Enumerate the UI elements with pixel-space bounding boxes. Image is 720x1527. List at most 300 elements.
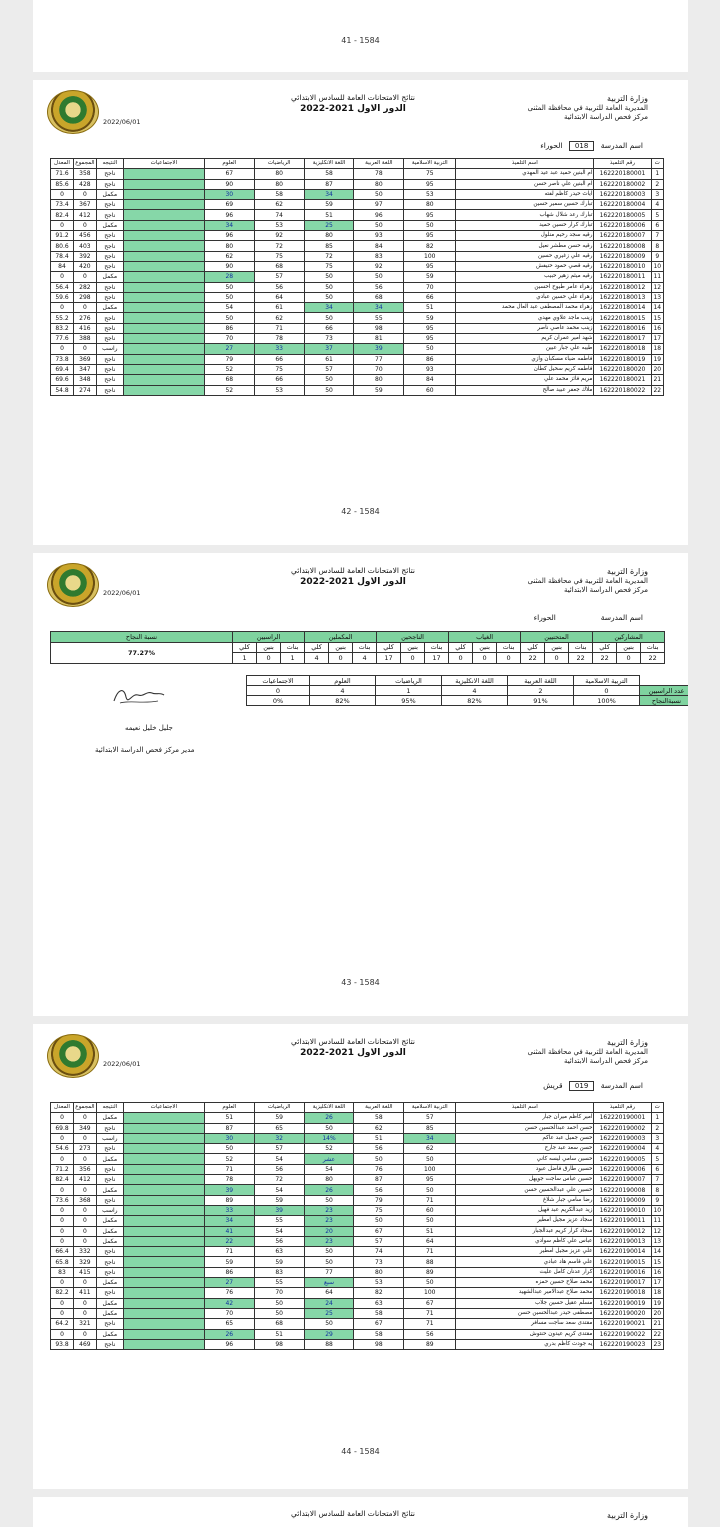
table-cell: 59 [254,1257,304,1267]
table-cell: 50 [204,282,254,292]
summary-group-header: الناجحين [377,632,449,643]
ministry-name: وزارة التربية [607,567,648,576]
table-cell: 51 [304,210,354,220]
table-cell: 71.2 [51,1164,74,1174]
table-cell: 26 [204,1329,254,1339]
table-cell: 83 [254,1267,304,1277]
table-cell: 162220180005 [594,210,651,220]
table-cell: 19 [651,1298,663,1308]
table-cell: تبارك رعد شلال شهاب [456,210,594,220]
school-label: اسم المدرسة [600,1081,643,1090]
table-cell: 456 [73,231,96,241]
table-cell: 73.4 [51,200,74,210]
table-cell: 51 [354,1133,404,1143]
table-cell: 11 [651,272,663,282]
ministry-logo-icon [47,90,99,134]
table-cell: 62 [404,1144,456,1154]
table-cell: 72 [254,241,304,251]
table-cell: 33 [254,344,304,354]
table-cell: 162220180002 [594,179,651,189]
table-cell [123,261,204,271]
table-cell: 65 [204,1319,254,1329]
table-cell: 0 [51,1308,74,1318]
table-cell: 41 [204,1226,254,1236]
table-cell: 74 [354,1247,404,1257]
page-number: 42 - 1584 [341,507,380,516]
page-44 [33,1024,688,1489]
ministry-name: وزارة التربية [607,94,648,103]
table-cell: 367 [73,200,96,210]
column-header: ت [651,159,663,169]
table-cell: 95 [404,323,456,333]
table-cell: 96 [204,1339,254,1349]
school-line [534,613,643,622]
report-date: 2022/06/01 [103,1060,141,1068]
table-cell: 51 [404,303,456,313]
summary-sub-header: كلي [377,642,401,653]
table-cell: ام البنين علي ناصر حسن [456,179,594,189]
table-cell: امير كاظم ميران جبار [456,1113,594,1123]
page-45 [33,1497,688,1527]
table-cell: 162220180004 [594,200,651,210]
table-cell: 162220190020 [594,1308,651,1318]
table-cell: 162220190016 [594,1267,651,1277]
table-cell: 30 [204,1133,254,1143]
table-row [51,231,664,241]
table-cell: 51 [204,1113,254,1123]
table-cell: 54 [254,1226,304,1236]
table-row [51,292,664,302]
table-cell: زهراء عامر طيوح احسين [456,282,594,292]
table-cell: 71 [254,323,304,333]
table-cell: 18 [651,1288,663,1298]
table-cell: حسين علي عبدالحسين حسن [456,1185,594,1195]
table-cell: 62 [254,200,304,210]
table-cell: 92 [254,231,304,241]
directorate-name: المديرية العامة للتربية في محافظة المثنى [527,104,648,112]
table-cell: تبارك حسين سمير حسين [456,200,594,210]
table-cell: 0 [51,1216,74,1226]
table-cell: 50 [354,1216,404,1226]
page-42 [33,80,688,545]
table-cell: 64 [404,1236,456,1246]
table-row [51,385,664,395]
table-cell: 53 [354,1278,404,1288]
table-cell: 52 [204,1154,254,1164]
table-cell: 80 [254,179,304,189]
table-cell: 356 [73,1164,96,1174]
table-cell: ناجح [96,1247,123,1257]
table-cell [123,1216,204,1226]
table-row [51,169,664,179]
subject-header: الاجتماعيات [247,676,310,686]
pass-rate-label: نسبةالنجاح [640,696,689,706]
table-cell [123,1298,204,1308]
table-cell: 95 [404,231,456,241]
table-cell: 412 [73,1175,96,1185]
summary-value: 17 [377,653,401,664]
table-cell: 54 [254,1154,304,1164]
subject-header: اللغة العربية [508,676,574,686]
table-cell: 22 [651,1329,663,1339]
table-cell: 97 [354,200,404,210]
table-cell [123,251,204,261]
table-cell: 0 [51,220,74,230]
table-cell [123,1339,204,1349]
table-cell: 23 [304,1205,354,1215]
table-cell: 11 [651,1216,663,1226]
table-cell: رقيه علي زغيري حسين [456,251,594,261]
table-cell: مقتدى سعد ساجت مسافر [456,1319,594,1329]
table-cell: فاطمه ضياء مسكبان وازي [456,354,594,364]
school-line [540,141,643,151]
summary-value: 0 [473,653,497,664]
table-cell: 50 [304,1195,354,1205]
table-cell: 56 [254,1164,304,1174]
table-cell: 78.4 [51,251,74,261]
report-title: نتائج الامتحانات العامة للسادس الابتدائي [291,1509,415,1518]
table-cell: 162220180001 [594,169,651,179]
table-cell: 93 [404,364,456,374]
table-cell: 68 [254,1319,304,1329]
table-cell: 84 [51,261,74,271]
table-cell: 59 [254,1195,304,1205]
table-cell: 52 [204,385,254,395]
table-cell [123,210,204,220]
table-cell: 75 [304,261,354,271]
summary-group-header: المشاركين [593,632,665,643]
table-cell: ناجح [96,1164,123,1174]
table-cell: 0 [73,1308,96,1318]
table-cell: 26 [304,1185,354,1195]
table-cell: 56 [354,1144,404,1154]
table-cell: حسين سامي ليسه كاني [456,1154,594,1164]
table-cell: 14 [651,1247,663,1257]
table-cell: 348 [73,375,96,385]
table-cell: 59 [204,1257,254,1267]
table-row [51,272,664,282]
table-cell [123,303,204,313]
table-cell: 62 [204,251,254,261]
table-cell [123,1164,204,1174]
table-cell: 162220190022 [594,1329,651,1339]
table-cell: 0 [73,272,96,282]
fail-count: 4 [442,686,508,696]
table-cell: 0 [73,1236,96,1246]
table-row [51,241,664,251]
table-row [51,282,664,292]
page-41 [33,0,688,72]
summary-value: 0 [329,653,353,664]
table-cell: مكمل [96,1278,123,1288]
table-cell: 59 [354,385,404,395]
table-row [51,220,664,230]
table-cell: 67 [404,1298,456,1308]
table-cell: 63 [254,1247,304,1257]
table-cell: 68 [254,261,304,271]
table-cell: 55 [354,313,404,323]
report-subtitle: 2022-2021 الدور الاول [300,104,406,115]
table-cell: 90 [204,179,254,189]
table-cell: 50 [304,272,354,282]
table-cell: راسب [96,1205,123,1215]
table-cell [123,1144,204,1154]
table-cell: 81 [354,334,404,344]
table-cell: 88 [404,1257,456,1267]
table-cell: 420 [73,261,96,271]
table-cell: 66 [404,292,456,302]
table-cell: 34 [204,1216,254,1226]
report-title: نتائج الامتحانات العامة للسادس الابتدائي [291,566,415,575]
results-table [50,158,664,396]
table-cell: 58 [354,1329,404,1339]
table-cell: 50 [204,1144,254,1154]
table-cell: 17 [651,334,663,344]
column-header: العلوم [204,159,254,169]
table-cell: ناجح [96,1195,123,1205]
table-cell: 71 [404,1319,456,1329]
table-cell [123,1257,204,1267]
table-cell: 162220190019 [594,1298,651,1308]
table-cell [123,1236,204,1246]
signer-name: جليل خليل نعيمه [125,724,173,732]
table-cell: 67 [354,1319,404,1329]
table-cell: 0 [73,1154,96,1164]
table-cell: 75 [254,251,304,261]
table-cell: 80 [254,169,304,179]
table-cell: 7 [651,231,663,241]
table-cell [123,1123,204,1133]
table-cell: 29 [304,1329,354,1339]
table-cell: 37 [304,344,354,354]
summary-sub-header: بنات [281,642,305,653]
table-cell [123,385,204,395]
report-title: نتائج الامتحانات العامة للسادس الابتدائي [291,93,415,102]
summary-sub-header: بنين [473,642,497,653]
table-cell: 18 [651,344,663,354]
table-cell: 3 [651,1133,663,1143]
table-cell: 19 [651,354,663,364]
table-cell: 162220190006 [594,1164,651,1174]
table-cell: 388 [73,334,96,344]
summary-value: 4 [305,653,329,664]
table-row [51,1195,664,1205]
table-cell: 93 [354,231,404,241]
table-cell: 50 [304,385,354,395]
table-cell: حسين طارق فاضل عبود [456,1164,594,1174]
table-cell: 10 [651,261,663,271]
table-cell: 369 [73,354,96,364]
column-header: رقم التلميذ [594,159,651,169]
summary-value: 0 [401,653,425,664]
table-cell: 15 [651,313,663,323]
table-cell: محمد صلاح عبدالامير عبدالشهيد [456,1288,594,1298]
table-cell: 282 [73,282,96,292]
table-cell [123,323,204,333]
column-header: اللغة الانكليزية [304,1103,354,1113]
school-name: الحوراء [540,141,563,150]
table-cell [123,292,204,302]
table-cell: 60 [404,1205,456,1215]
summary-sub-header: بنات [497,642,521,653]
table-cell: 70 [204,1308,254,1318]
table-cell: 162220180021 [594,375,651,385]
table-cell [123,1288,204,1298]
table-cell: 50 [204,292,254,302]
table-cell: 75 [254,364,304,374]
table-row [51,1267,664,1277]
school-label: اسم المدرسة [600,141,643,150]
table-cell: 9 [651,251,663,261]
summary-value: 17 [425,653,449,664]
table-cell: ناجح [96,200,123,210]
table-cell: 0 [51,1226,74,1236]
table-cell: 162220180010 [594,261,651,271]
table-cell: 32 [254,1133,304,1143]
table-cell: مكمل [96,1308,123,1318]
table-cell [123,364,204,374]
table-cell: ناجح [96,179,123,189]
table-cell: 52 [304,1144,354,1154]
table-cell: 54.6 [51,1144,74,1154]
table-cell: 79 [354,1195,404,1205]
table-cell: مكمل [96,1113,123,1123]
table-cell: 70 [354,364,404,374]
subject-header: العلوم [310,676,376,686]
column-header: المعدل [51,1103,74,1113]
table-cell: مكمل [96,1185,123,1195]
table-cell: رقيه قصي حمود حنيفش [456,261,594,271]
table-cell: 64 [304,1288,354,1298]
table-cell: 78 [354,169,404,179]
table-cell: رقيه ميثم زهير حبيب [456,272,594,282]
table-cell: 321 [73,1319,96,1329]
table-cell: 80 [354,1267,404,1277]
table-cell: 14% [304,1133,354,1143]
subject-header: الرياضيات [376,676,442,686]
table-cell: 162220180014 [594,303,651,313]
table-cell: زهراء محمد المصطفى عبد العال محمد [456,303,594,313]
signature-icon [108,683,168,709]
summary-value: 1 [281,653,305,664]
table-cell: 162220190011 [594,1216,651,1226]
table-cell: 8 [651,241,663,251]
table-cell [123,1278,204,1288]
table-cell: 15 [651,1257,663,1267]
ministry-name: وزارة التربية [607,1038,648,1047]
table-cell: ام البنين حميد عبد عيد المهدي [456,169,594,179]
table-cell: 85 [404,1123,456,1133]
summary-sub-header: بنين [257,642,281,653]
table-cell: 20 [651,1308,663,1318]
report-date: 2022/06/01 [103,589,141,597]
column-header: المجموع [73,159,96,169]
table-cell: 90 [204,261,254,271]
table-cell: 96 [204,231,254,241]
table-cell: 20 [304,1226,354,1236]
table-cell: 59 [254,1113,304,1123]
table-cell: رقيه حسن مطشر نعيل [456,241,594,251]
table-cell [123,241,204,251]
table-cell: 329 [73,1257,96,1267]
table-cell: 0 [73,189,96,199]
table-cell: 56 [354,1185,404,1195]
page-number: 43 - 1584 [341,978,380,987]
table-cell: 73.6 [51,1195,74,1205]
table-cell: 87 [204,1123,254,1133]
table-cell: 21 [651,1319,663,1329]
table-cell: 96 [204,210,254,220]
table-cell: زيد عبدالكريم عبد فهيل [456,1205,594,1215]
table-cell [123,334,204,344]
table-cell: 55 [254,1278,304,1288]
table-cell [123,1205,204,1215]
table-cell [123,1133,204,1143]
table-cell: 162220180015 [594,313,651,323]
table-cell [123,179,204,189]
table-cell: 58 [254,189,304,199]
table-cell: راسب [96,1133,123,1143]
table-cell: 73.8 [51,354,74,364]
table-cell: 65.8 [51,1257,74,1267]
table-cell: 6 [651,1164,663,1174]
table-row [51,323,664,333]
summary-sub-header: بنات [641,642,665,653]
table-cell: ناجح [96,261,123,271]
table-cell: 415 [73,1267,96,1277]
table-cell: 162220180022 [594,385,651,395]
table-cell: 0 [73,1205,96,1215]
column-header: اسم التلميذ [456,1103,594,1113]
table-cell: 69.4 [51,364,74,374]
table-cell: 358 [73,169,96,179]
center-name: مركز فحص الدراسة الابتدائية [563,585,648,594]
table-cell: 50 [254,1298,304,1308]
table-cell: 0 [73,1113,96,1123]
table-cell [123,354,204,364]
table-cell: 79 [204,354,254,364]
ministry-logo-icon [47,563,99,607]
table-cell: ناجح [96,385,123,395]
table-cell: 13 [651,292,663,302]
table-cell: 34 [304,189,354,199]
table-cell: 80 [354,179,404,189]
table-cell: 71.6 [51,169,74,179]
table-cell: 83 [354,251,404,261]
summary-group-header: الراسبين [233,632,305,643]
table-cell: 0 [73,220,96,230]
table-row [51,261,664,271]
table-cell: 368 [73,1195,96,1205]
column-header: الرياضيات [254,1103,304,1113]
table-cell: 298 [73,292,96,302]
table-cell: 87 [354,1175,404,1185]
column-header: اسم التلميذ [456,159,594,169]
table-cell: 59 [404,313,456,323]
report-subtitle: 2022-2021 الدور الاول [300,1048,406,1059]
table-cell: مريم فائز محمد علي [456,375,594,385]
table-row [51,1339,664,1349]
table-cell: 68 [204,375,254,385]
table-row [51,1144,664,1154]
table-row [51,1133,664,1143]
column-header: التربية الاسلامية [404,159,456,169]
table-cell: 162220190008 [594,1185,651,1195]
table-cell: 82.4 [51,210,74,220]
subject-pass-rate: 95% [376,696,442,706]
table-cell [123,1154,204,1164]
table-cell: 74 [254,210,304,220]
